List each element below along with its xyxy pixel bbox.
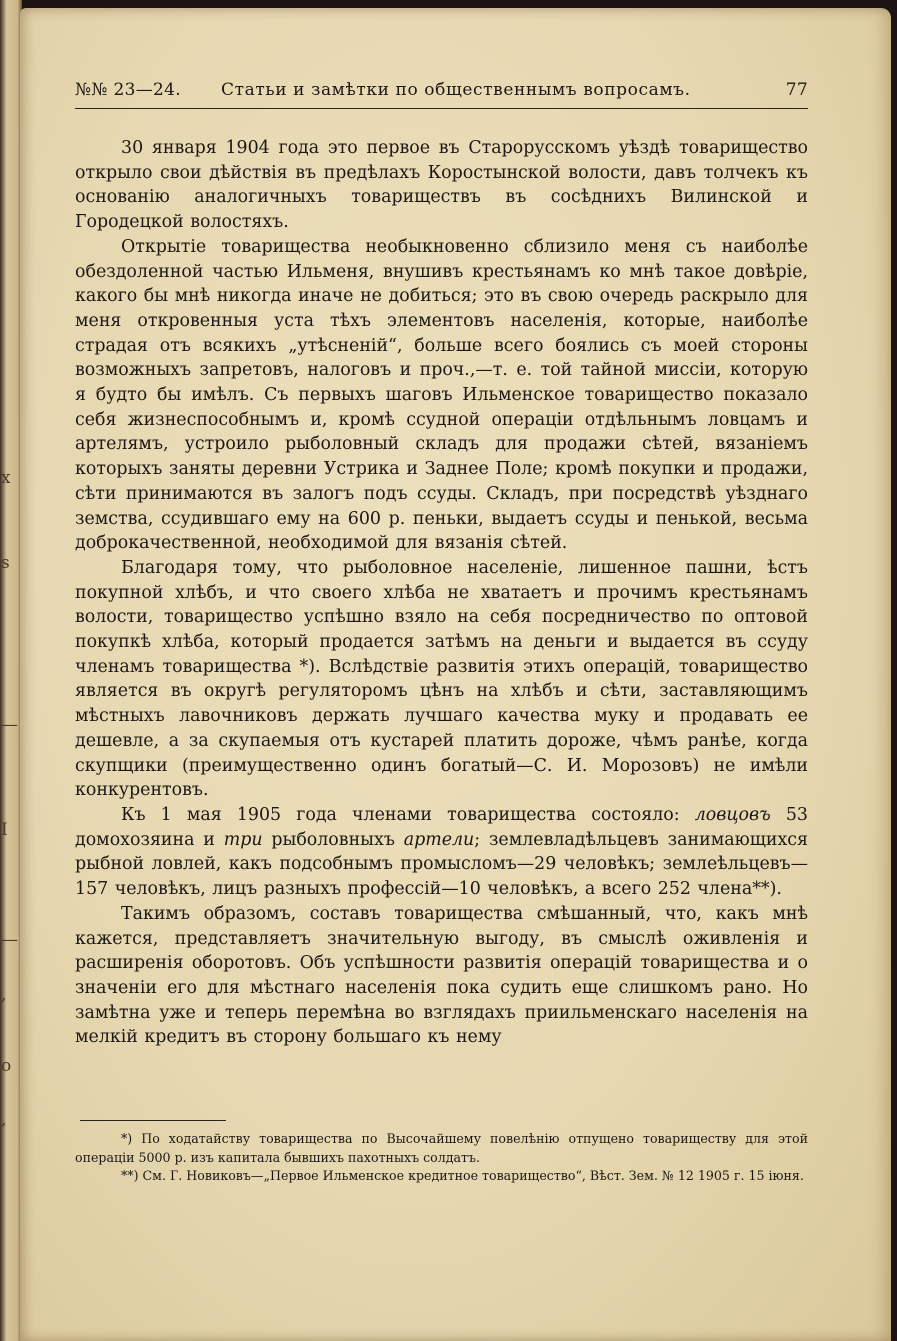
previous-page-fragment: —	[1, 930, 18, 950]
italic-run: артели	[403, 829, 475, 850]
running-header	[75, 80, 808, 109]
article-body	[75, 136, 808, 1050]
text-run: Такимъ образомъ, составъ товарищества смѣшанный, что, какъ мнѣ кажется, представляетъ значительную выгоду, въ смыслѣ оживленія и расширенія оборотовъ. Объ успѣшности развитія операцій товарищества и о значеніи его для мѣстнаго населенія пока судить еще слишкомъ рано. Но замѣтна уже и теперь перемѣна во взглядахъ приильменскаго населенія на мелкій кредитъ въ сторону большаго къ нему	[75, 903, 808, 1048]
section-title: Статьи и замѣтки по общественнымъ вопросамъ.	[221, 80, 691, 100]
previous-page-fragment: s	[1, 553, 10, 573]
footnote-separator	[80, 1120, 226, 1121]
previous-page-fragment: I	[1, 820, 8, 840]
text-run: Открытіе товарищества необыкновенно сблизило меня съ наиболѣе обездоленной частью Ильменя, внушивъ крестьянамъ ко мнѣ такое довѣріе, какого бы мнѣ никогда иначе не добиться; это въ свою очередь раскрыло для меня откровенныя уста тѣхъ элементовъ населенія, которые, наиболѣе страдая отъ всякихъ „утѣсненій“, больше всего боялись съ моей стороны возможныхъ запретовъ, налоговъ и проч.,—т. е. той тайной миссіи, которую я будто бы имѣлъ. Съ первыхъ шаговъ Ильменское товарищество показало себя жизнеспособнымъ и, кромѣ ссудной операціи отдѣльнымъ ловцамъ и артелямъ, устроило рыболовный складъ для продажи сѣтей, вязаніемъ которыхъ заняты деревни Устрика и Заднее Поле; кромѣ покупки и продажи, сѣти принимаются въ залогъ подъ ссуды. Складъ, при посредствѣ уѣзднаго земства, ссудившаго ему на 600 р. пеньки, выдаетъ ссуды и пенькой, весьма доброкачественной, необходимой для вязанія сѣтей.	[75, 236, 808, 554]
previous-page-fragment: ,	[1, 1110, 7, 1130]
page-number: 77	[785, 80, 808, 100]
text-run: 53 домохозяина и	[75, 804, 808, 850]
previous-page-edge	[0, 0, 22, 1341]
paragraph	[75, 235, 808, 556]
footnote: *) По ходатайству товарищества по Высочайшему повелѣнію отпущено товариществу для этой операціи 5000 р. изъ капитала бывшихъ пахотныхъ солдатъ.	[75, 1131, 808, 1165]
paragraph	[75, 556, 808, 803]
paragraph	[75, 803, 808, 902]
paragraph	[75, 136, 808, 235]
italic-run: ловцовъ	[694, 804, 771, 825]
text-run: Благодаря тому, что рыболовное населеніе, лишенное пашни, ѣстъ покупной хлѣбъ, и что своего хлѣба не хватаетъ и прочимъ крестьянамъ волости, товарищество успѣшно взяло на себя посредничество по оптовой покупкѣ хлѣба, который продается затѣмъ на деньги и выдается въ ссуду членамъ товарищества *). Вслѣдствіе развитія этихъ операцій, товарищество является въ округѣ регуляторомъ цѣнъ на хлѣбъ и сѣти, заставляющимъ мѣстныхъ лавочниковъ держать лучшаго качества муку и продавать ее дешевле, а за скупаемыя отъ кустарей платить дороже, чѣмъ ранѣе, когда скупщики (преимущественно одинъ богатый—С. И. Морозовъ) не имѣли конкурентовъ.	[75, 557, 808, 801]
text-run: Къ 1 мая 1905 года членами товарищества состояло:	[121, 804, 695, 825]
previous-page-fragment: o	[1, 1056, 12, 1076]
footnotes	[75, 1130, 808, 1186]
previous-page-fragment: x	[1, 468, 11, 488]
book-page	[20, 8, 891, 1341]
previous-page-fragment: ,	[1, 985, 7, 1005]
footnote: **) См. Г. Новиковъ—„Первое Ильменское кредитное товарищество“, Вѣст. Зем. № 12 1905 г. 15 іюня.	[121, 1168, 804, 1184]
previous-page-fragment: —	[1, 715, 18, 735]
text-run: рыболовныхъ	[262, 829, 404, 850]
text-run: 30 января 1904 года это первое въ Старорусскомъ уѣздѣ товарищество открыло свои дѣйствія въ предѣлахъ Коростынской волости, давъ толчекъ къ основанію аналогичныхъ товариществъ въ сосѣднихъ Вилинской и Городецкой волостяхъ.	[75, 138, 808, 233]
italic-run: три	[223, 829, 263, 850]
paragraph	[75, 902, 808, 1050]
issue-number: №№ 23—24.	[75, 80, 181, 100]
text-run: ; землевладѣльцевъ занимающихся рыбной ловлей, какъ подсобнымъ промысломъ—29 человѣкъ; землеѣльцевъ—157 человѣкъ, лицъ разныхъ профессій—10 человѣкъ, а всего 252 члена**).	[75, 829, 809, 900]
